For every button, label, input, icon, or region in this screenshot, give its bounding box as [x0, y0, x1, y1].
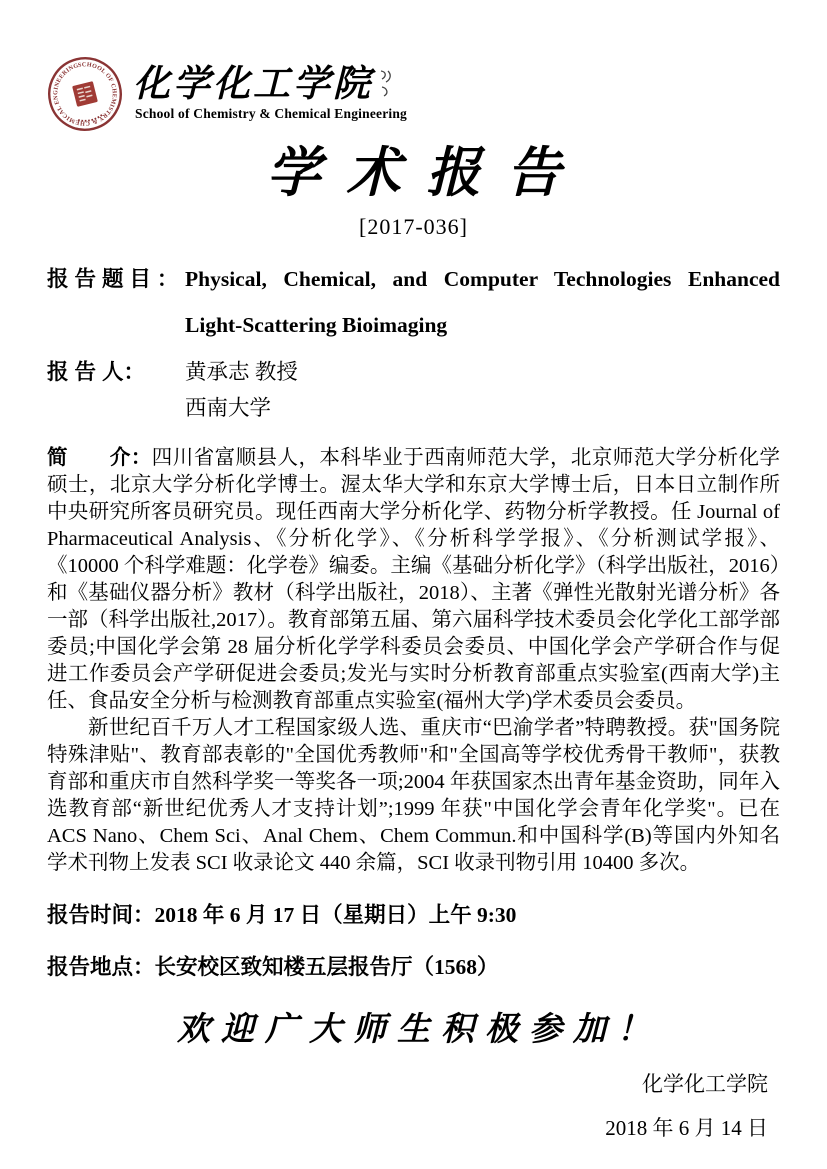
- footer-org: 化学化工学院: [642, 1071, 768, 1096]
- time-row: [47, 898, 780, 929]
- issue-number: [2017-036]: [359, 214, 468, 240]
- time-value: 2018 年 6 月 17 日（星期日）上午 9:30: [154, 902, 517, 927]
- org-name-en: School of Chemistry & Chemical Engineering: [135, 106, 408, 122]
- time-label: 报告时间：: [47, 902, 155, 927]
- welcome-banner: 欢迎广大师生积极参加！: [177, 1011, 661, 1048]
- venue-row: [47, 950, 780, 981]
- bio-paragraph-2: 新世纪百千万人才工程国家级人选、重庆市“巴渝学者”特聘教授。获"国务院特殊津贴"、教育部表彰的"全国优秀教师"和"全国高等学校优秀骨干教师"，获教育部和重庆市自然科学奖一等奖各一项;2004 年获国家杰出青年基金资助，同年入选教育部“新世纪优秀人才支持计划”;1999 年获"中国化学会青年化学奖"。已在 ACS Nano、Chem Sci、Anal Chem、Chem Commun.和中国科学(B)等国内外知名学术刊物上发表 SCI 收录论文 440 余篇，SCI 收录刊物引用 10400 多次。: [47, 716, 780, 874]
- venue-label: 报告地点：: [47, 954, 155, 979]
- page-title: 学术报告: [266, 143, 587, 203]
- topic-title-line1: Physical, Chemical, and Computer Technologies Enhanced: [185, 267, 780, 292]
- speaker-affiliation: 西南大学: [185, 395, 272, 420]
- speaker-label: 报 告 人：: [47, 360, 145, 385]
- footer-date: 2018 年 6 月 14 日: [605, 1115, 768, 1140]
- bio-paragraph-1: [47, 444, 780, 715]
- topic-title-line2: Light-Scattering Bioimaging: [185, 313, 448, 338]
- calligraphy-signature-mark: [378, 68, 393, 98]
- speaker-name: 黄承志 教授: [185, 360, 298, 385]
- topic-label: 报 告 题 目 ：: [47, 267, 179, 292]
- topic-section: [47, 264, 780, 341]
- bio-paragraph-1-text: 四川省富顺县人，本科毕业于西南师范大学，北京师范大学分析化学硕士，北京大学分析化学博士。渥太华大学和东京大学博士后，日本日立制作所中央研究所客员研究员。现任西南大学分析化学、药物分析学教授。任 Journal of Pharmaceutical Analysis、《分析化学》、《分析科学学报》、《分析测试学报》、《10000 个科学难题：化学卷》编委。主编《基础分析化学》（科学出版社，2016）和《基础仪器分析》教材（科学出版社，2018）、主著《弹性光散射光谱分析》各一部（科学出版社,2017）。教育部第五届、第六届科学技术委员会化学化工部学部委员;中国化学会第 28 届分析化学学科委员会委员、中国化学会产学研合作与促进工作委员会产学研促进会委员;发光与实时分析教育部重点实验室(西南大学)主任、食品安全分析与检测教育部重点实验室(福州大学)学术委员会委员。: [47, 446, 781, 712]
- org-name-cn: 化学化工学院: [133, 63, 373, 105]
- bio-label: 简 介：: [47, 445, 152, 469]
- biography-section: [47, 444, 780, 877]
- footer-signature: [47, 1068, 780, 1142]
- seal-center-stamp: [72, 81, 98, 107]
- school-seal-icon: [39, 48, 131, 140]
- seal-ring-text: SCHOOL OF CHEMISTRY & CHEMICAL ENGINEERING: [53, 62, 117, 126]
- school-logo: [47, 56, 780, 132]
- venue-value: 长安校区致知楼五层报告厅（1568）: [154, 954, 499, 979]
- speaker-section: [47, 357, 780, 423]
